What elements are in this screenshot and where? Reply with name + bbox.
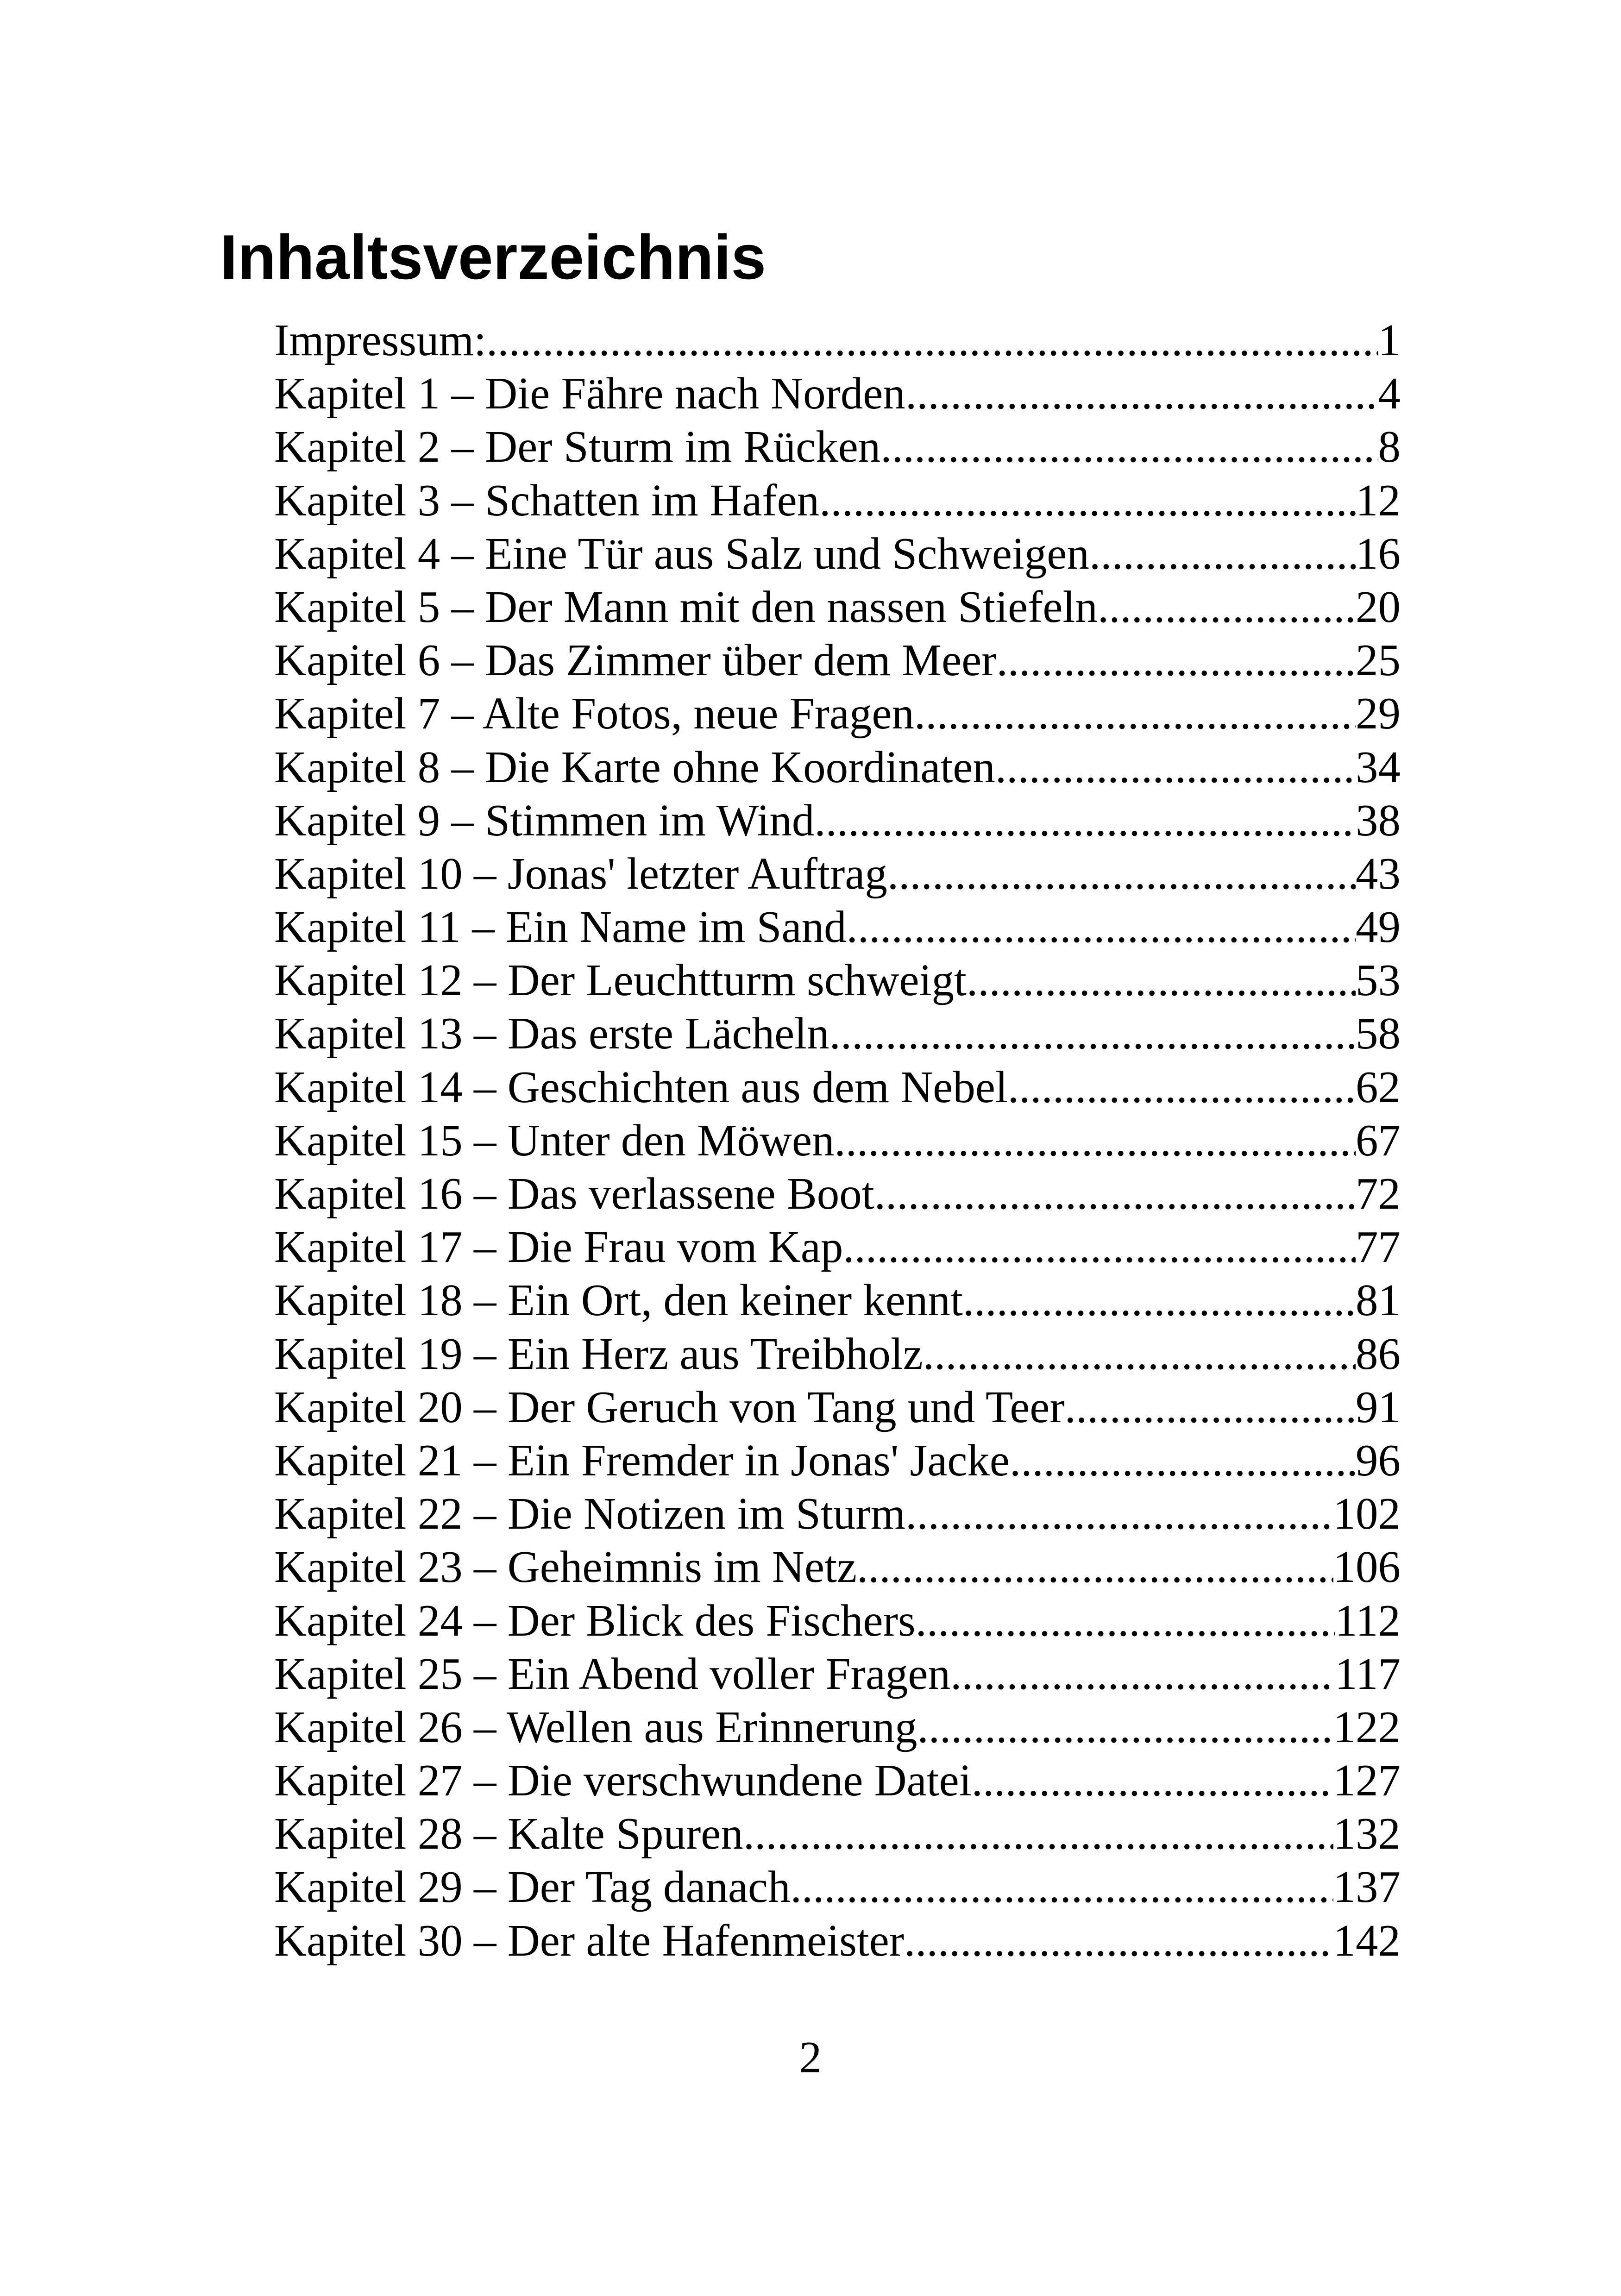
toc-entry-title: Kapitel 25 – Ein Abend voller Fragen: [274, 1649, 951, 1699]
toc-dot-leader: [995, 740, 1356, 794]
toc-dot-leader: [1065, 1380, 1356, 1434]
toc-dot-leader: [914, 687, 1356, 740]
toc-entry-page: 53: [1356, 955, 1401, 1005]
toc-entry[interactable]: [274, 1540, 1401, 1593]
toc-entry-page: 91: [1356, 1382, 1401, 1432]
toc-entry[interactable]: [274, 1114, 1401, 1167]
toc-entry-page: 122: [1333, 1702, 1401, 1752]
toc-dot-leader: [843, 1220, 1356, 1273]
toc-dot-leader: [997, 634, 1356, 687]
toc-entry[interactable]: [274, 1807, 1401, 1860]
toc-entry[interactable]: [274, 1860, 1401, 1913]
toc-entry[interactable]: [274, 527, 1401, 580]
toc-dot-leader: [814, 794, 1356, 847]
toc-entry[interactable]: [274, 1220, 1401, 1273]
toc-dot-leader: [1010, 1434, 1356, 1487]
toc-dot-leader: [835, 1114, 1356, 1167]
toc-entry-page: 29: [1356, 689, 1401, 739]
toc-entry-page: 127: [1333, 1756, 1401, 1806]
toc-entry-title: Kapitel 13 – Das erste Lächeln: [274, 1009, 829, 1059]
toc-entry[interactable]: [274, 1060, 1401, 1114]
toc-entry[interactable]: [274, 1434, 1401, 1487]
toc-entry-title: Kapitel 19 – Ein Herz aus Treibholz: [274, 1329, 923, 1379]
toc-dot-leader: [963, 1273, 1356, 1327]
toc-entry[interactable]: [274, 1327, 1401, 1380]
toc-entry[interactable]: [274, 634, 1401, 687]
toc-entry-page: 67: [1356, 1115, 1401, 1165]
toc-entry-page: 106: [1333, 1542, 1401, 1592]
toc-entry[interactable]: [274, 1487, 1401, 1540]
toc-dot-leader: [847, 900, 1356, 954]
toc-entry-title: Kapitel 10 – Jonas' letzter Auftrag: [274, 848, 887, 898]
toc-entry-page: 117: [1335, 1649, 1401, 1699]
toc-entry[interactable]: [274, 1273, 1401, 1327]
toc-dot-leader: [874, 1167, 1356, 1220]
toc-entry[interactable]: [274, 954, 1401, 1007]
toc-entry-title: Kapitel 9 – Stimmen im Wind: [274, 795, 815, 845]
toc-entry[interactable]: [274, 1594, 1401, 1647]
toc-entry-page: 43: [1356, 848, 1401, 898]
toc-dot-leader: [1008, 1060, 1356, 1114]
toc-entry-page: 142: [1333, 1915, 1401, 1965]
toc-entry-title: Kapitel 16 – Das verlassene Boot: [274, 1169, 874, 1218]
toc-entry-title: Kapitel 21 – Ein Fremder in Jonas' Jacke: [274, 1435, 1010, 1485]
toc-entry-page: 12: [1356, 475, 1401, 525]
toc-entry-page: 137: [1333, 1862, 1401, 1912]
toc-entry-title: Kapitel 29 – Der Tag danach: [274, 1862, 791, 1912]
toc-entry-title: Kapitel 18 – Ein Ort, den keiner kennt: [274, 1275, 963, 1325]
toc-entry[interactable]: [274, 1380, 1401, 1434]
toc-entry-title: Kapitel 15 – Unter den Möwen: [274, 1115, 835, 1165]
toc-entry[interactable]: [274, 314, 1401, 367]
toc-entry[interactable]: [274, 1007, 1401, 1060]
toc-dot-leader: [904, 1914, 1333, 1967]
toc-entry-page: 4: [1378, 369, 1401, 419]
toc-entry-title: Kapitel 27 – Die verschwundene Datei: [274, 1756, 972, 1806]
toc-entry-title: Kapitel 28 – Kalte Spuren: [274, 1809, 743, 1859]
toc-entry[interactable]: [274, 1700, 1401, 1754]
toc-dot-leader: [916, 1594, 1335, 1647]
toc-entry-title: Impressum:: [274, 315, 487, 365]
toc-entry[interactable]: [274, 474, 1401, 527]
toc-entry-title: Kapitel 3 – Schatten im Hafen: [274, 475, 820, 525]
toc-entry[interactable]: [274, 367, 1401, 420]
toc-entry[interactable]: [274, 847, 1401, 900]
toc-entry[interactable]: [274, 1167, 1401, 1220]
toc-entry[interactable]: [274, 580, 1401, 634]
toc-dot-leader: [917, 1700, 1333, 1754]
toc-entry-page: 102: [1333, 1489, 1401, 1539]
toc-entry-page: 49: [1356, 902, 1401, 952]
toc-entry-page: 77: [1356, 1222, 1401, 1272]
toc-entry[interactable]: [274, 1647, 1401, 1700]
toc-entry[interactable]: [274, 1754, 1401, 1807]
toc-entry[interactable]: [274, 420, 1401, 473]
toc-entry[interactable]: [274, 740, 1401, 794]
toc-dot-leader: [486, 314, 1378, 367]
toc-entry-page: 1: [1378, 315, 1401, 365]
toc-entry-title: Kapitel 20 – Der Geruch von Tang und Teer: [274, 1382, 1065, 1432]
toc-dot-leader: [923, 1327, 1356, 1380]
toc-entry-title: Kapitel 24 – Der Blick des Fischers: [274, 1595, 916, 1645]
toc-dot-leader: [857, 1540, 1333, 1593]
toc-entry-page: 16: [1356, 528, 1401, 578]
toc-entry-page: 112: [1335, 1595, 1401, 1645]
toc-entry-title: Kapitel 8 – Die Karte ohne Koordinaten: [274, 742, 995, 792]
toc-dot-leader: [887, 847, 1356, 900]
toc-dot-leader: [829, 1007, 1356, 1060]
toc-entry[interactable]: [274, 687, 1401, 740]
toc-entry-page: 25: [1356, 635, 1401, 685]
toc-heading: Inhaltsverzeichnis: [220, 222, 767, 292]
toc-entry-title: Kapitel 30 – Der alte Hafenmeister: [274, 1915, 905, 1965]
toc-dot-leader: [819, 474, 1356, 527]
toc-entry-page: 86: [1356, 1329, 1401, 1379]
toc-entry-page: 8: [1378, 422, 1401, 472]
toc-entry-page: 62: [1356, 1062, 1401, 1112]
toc-entry-title: Kapitel 26 – Wellen aus Erinnerung: [274, 1702, 917, 1752]
toc-dot-leader: [791, 1860, 1333, 1913]
toc-entry[interactable]: [274, 794, 1401, 847]
toc-entry-title: Kapitel 4 – Eine Tür aus Salz und Schweigen: [274, 528, 1089, 578]
toc-dot-leader: [950, 1647, 1335, 1700]
toc-entry[interactable]: [274, 1914, 1401, 1967]
toc-dot-leader: [1098, 580, 1356, 634]
toc-entry-page: 34: [1356, 742, 1401, 792]
toc-entry-page: 72: [1356, 1169, 1401, 1218]
toc-entry-title: Kapitel 6 – Das Zimmer über dem Meer: [274, 635, 997, 685]
toc-entry-page: 58: [1356, 1009, 1401, 1059]
toc-entry-title: Kapitel 5 – Der Mann mit den nassen Stiefeln: [274, 582, 1098, 632]
toc-dot-leader: [967, 954, 1356, 1007]
toc-entry-page: 132: [1333, 1809, 1401, 1859]
toc-entry-title: Kapitel 12 – Der Leuchtturm schweigt: [274, 955, 967, 1005]
toc-entry-title: Kapitel 23 – Geheimnis im Netz: [274, 1542, 857, 1592]
toc-entry-title: Kapitel 1 – Die Fähre nach Norden: [274, 369, 905, 419]
toc-entry-page: 81: [1356, 1275, 1401, 1325]
toc-list: [274, 314, 1401, 1967]
toc-entry-page: 38: [1356, 795, 1401, 845]
toc-dot-leader: [1089, 527, 1356, 580]
toc-entry-title: Kapitel 22 – Die Notizen im Sturm: [274, 1489, 906, 1539]
page-number: 2: [799, 2033, 822, 2082]
toc-dot-leader: [905, 1487, 1333, 1540]
toc-entry-title: Kapitel 7 – Alte Fotos, neue Fragen: [274, 689, 915, 739]
toc-entry[interactable]: [274, 900, 1401, 954]
toc-entry-title: Kapitel 11 – Ein Name im Sand: [274, 902, 847, 952]
toc-entry-title: Kapitel 14 – Geschichten aus dem Nebel: [274, 1062, 1008, 1112]
toc-dot-leader: [972, 1754, 1333, 1807]
toc-entry-page: 20: [1356, 582, 1401, 632]
toc-dot-leader: [743, 1807, 1333, 1860]
toc-entry-title: Kapitel 2 – Der Sturm im Rücken: [274, 422, 881, 472]
toc-dot-leader: [905, 367, 1378, 420]
toc-entry-title: Kapitel 17 – Die Frau vom Kap: [274, 1222, 843, 1272]
toc-dot-leader: [880, 420, 1378, 473]
toc-entry-page: 96: [1356, 1435, 1401, 1485]
